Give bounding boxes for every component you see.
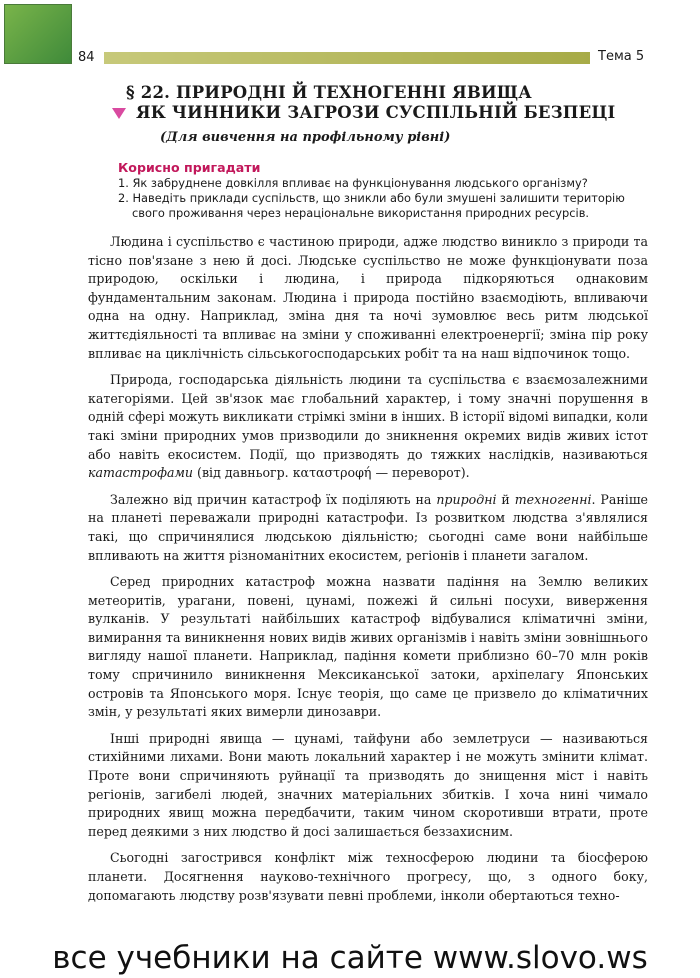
header-bar <box>104 52 590 64</box>
recall-title: Корисно пригадати <box>118 160 261 175</box>
paragraph-4: Серед природних катастроф можна назвати падіння на Землю великих метеоритів, урагани, повені, цунамі, пожежі й сильні посухи, виверження вулканів. У результаті найбільших катастроф відбувалися кліматичні зміни, вимирання та виникнення нових видів живих організмів і навіть зміни зовнішнього вигляду нашої планети. Наприклад, падіння комети приблизно 60–70 млн років тому спричинило виникнення Мексиканської затоки, архіпелагу Японських островів та Японського моря. Існує теорія, що саме це призвело до кліматичних змін, у результаті яких вимерли динозаври. <box>88 574 648 720</box>
paragraph-3-text: Залежно від причин катастроф їх поділяють на <box>110 491 437 507</box>
term-technogenic: техногенні <box>514 491 592 507</box>
paragraph-1: Людина і суспільство є частиною природи, адже людство виникло з природи та тісно пов'язане з нею й досі. Людське суспільство не може функціонувати поза природою, оскільки і людина, і природа підкоряються однаковим фундаментальним законам. Людина і природа постійно взаємодіють, впливаючи одна на одну. Наприклад, зміна дня та ночі зумовлює весь ритм людської життєдіяльності та впливає на зміни у споживанні електроенергії; зміна пір року впливає на циклічність сільськогосподарських робіт та на наш відпочинок тощо. <box>88 234 648 361</box>
paragraph-2-text-end: (від давньогр. καταστροφή — переворот). <box>193 465 470 481</box>
recall-question-2-line2: свого проживання через нераціональне використання природних ресурсів. <box>132 206 590 220</box>
topic-label: Тема 5 <box>598 49 645 64</box>
term-catastrophes: катастрофами <box>88 465 194 481</box>
term-natural: природні <box>436 491 497 507</box>
paragraph-3-text-end: . Раніше на планеті переважали природні катастрофи. Із розвитком людства з'являлися такі, що спричинялися людською діяльністю; сьогодні саме вони найбільше впливають на життя різноманітних екосистем, регіонів і планети загалом. <box>88 491 648 563</box>
recall-question-1: 1. Як забруднене довкілля впливає на функціонування людського організму? <box>118 176 588 190</box>
section-title-line1: § 22. ПРИРОДНІ Й ТЕХНОГЕННІ ЯВИЩА <box>126 83 532 102</box>
paragraph-3-conj: й <box>496 491 515 507</box>
body-text <box>88 233 648 913</box>
recall-question-2-line1: 2. Наведіть приклади суспільств, що зникли або були змушені залишити територію <box>118 191 625 205</box>
page-number: 84 <box>78 50 95 65</box>
section-subtitle: (Для вивчення на профільному рівні) <box>160 130 451 145</box>
book-logo <box>4 4 72 64</box>
paragraph-2-text: Природа, господарська діяльність людини та суспільства є взаємозалежними категоріями. Цей зв'язок має глобальний характер, і тому значні порушення в одній сфері можуть викликати стрімкі зміни в інших. В історії відомі випадки, коли такі зміни природних умов призводили до зникнення окремих видів живих істот або навіть екосистем. Події, що призводять до тяжких наслідків, називаються <box>88 372 648 462</box>
section-title-line2: ЯК ЧИННИКИ ЗАГРОЗИ СУСПІЛЬНІЙ БЕЗПЕЦІ <box>136 103 616 122</box>
paragraph-6: Сьогодні загострився конфлікт між техносферою людини та біосферою планети. Досягнення науково-технічного прогресу, що, з одного боку, допомагають людству розв'язувати певні проблеми, інколи обертаються техно- <box>88 850 648 903</box>
recall-box <box>118 160 648 221</box>
paragraph-2 <box>88 371 648 483</box>
paragraph-3 <box>88 491 648 565</box>
section-marker-icon <box>112 108 126 119</box>
paragraph-5: Інші природні явища — цунамі, тайфуни або землетруси — називаються стихійними лихами. Вони мають локальний характер і не можуть змінити клімат. Проте вони спричиняють руйнації та призводять до знищення міст і навіть регіонів, загибелі людей, значних матеріальних збитків. І хоча нині чимало природних явищ можна передбачити, таким чином скоротивши втрати, проте перед деякими з них людство й досі залишається беззахисним. <box>88 730 648 839</box>
section-title <box>126 83 636 123</box>
watermark-footer: все учебники на сайте www.slovo.ws <box>0 938 700 978</box>
